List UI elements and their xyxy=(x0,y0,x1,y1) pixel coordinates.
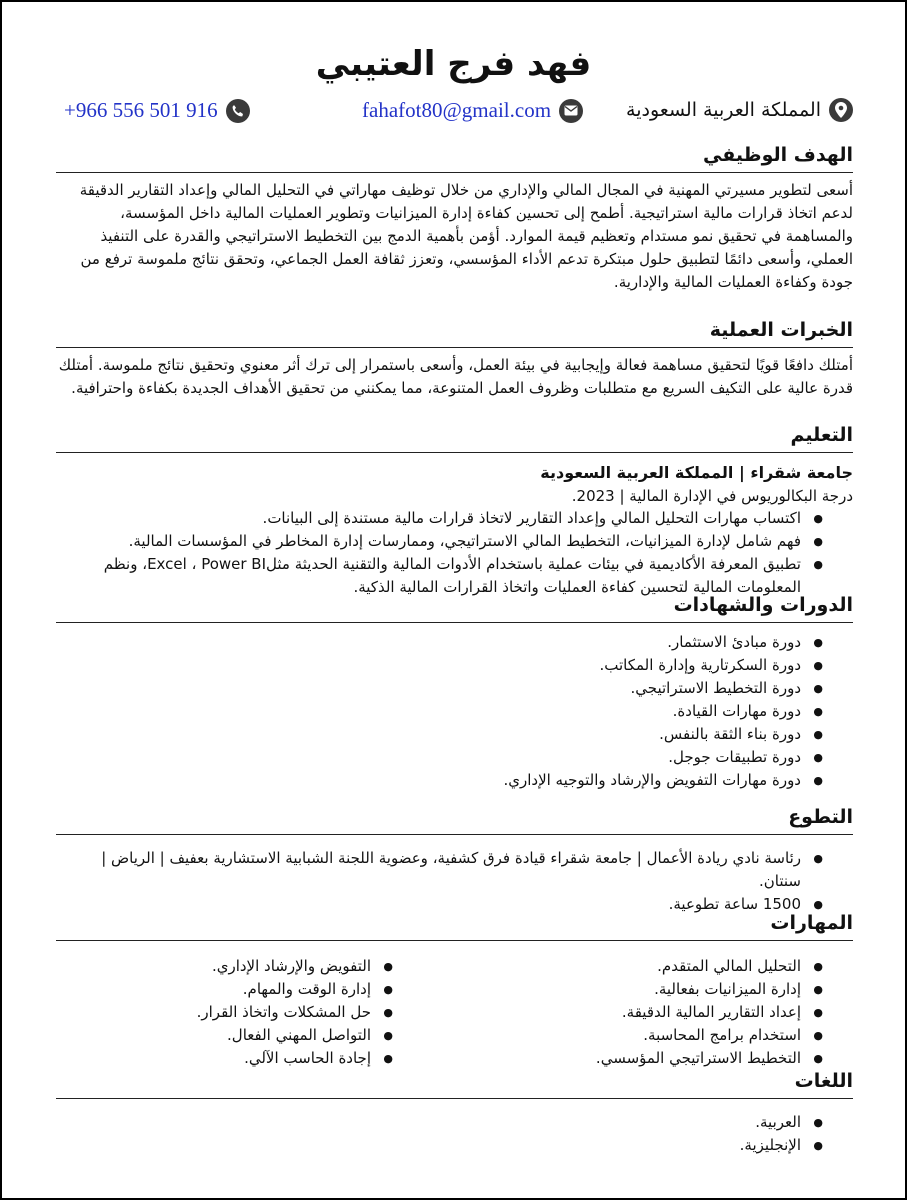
email-link[interactable]: fahafot80@gmail.com xyxy=(362,98,552,122)
list-item: ● دورة مهارات التفويض والإرشاد والتوجيه الإداري. xyxy=(56,769,853,792)
education-heading: التعليم xyxy=(56,424,853,453)
education-degree: درجة البكالوريوس في الإدارة المالية | 2023. xyxy=(571,487,853,505)
skills-columns xyxy=(56,955,853,1075)
list-item: ● الإنجليزية. xyxy=(56,1134,853,1157)
languages-section xyxy=(56,1070,853,1157)
list-item: ● 1500 ساعة تطوعية. xyxy=(56,893,853,916)
experience-section xyxy=(56,319,853,400)
languages-heading: اللغات xyxy=(56,1070,853,1099)
list-item: ● إجادة الحاسب الآلي. xyxy=(93,1047,423,1070)
list-item: ● التفويض والإرشاد الإداري. xyxy=(93,955,423,978)
skills-section xyxy=(56,912,853,1075)
contact-phone[interactable] xyxy=(64,98,250,123)
education-section xyxy=(56,424,853,599)
courses-section xyxy=(56,594,853,792)
education-list xyxy=(56,507,853,599)
experience-text: أمتلك دافعًا قويًا لتحقيق مساهمة فعالة وإيجابية في بيئة العمل، وأسعى باستمرار إلى ترك أثر معنوي وتحقيق نتائج ملموسة. أمتلك قدرة عالية على التكيف السريع مع متطلبات وظروف العمل المتنوعة، مما يمكنني من تحقيق الأهداف الجديدة بكفاءة واحترافية. xyxy=(58,356,853,397)
list-item: ● دورة تطبيقات جوجل. xyxy=(56,746,853,769)
volunteering-heading: التطوع xyxy=(56,806,853,835)
courses-list xyxy=(56,631,853,792)
list-item: ● تطبيق المعرفة الأكاديمية في بيئات عملية باستخدام الأدوات المالية والتقنية الحديثة مثلExcel ، Power BI، ونظم المعلومات المالية لتحسين كفاءة العمليات واتخاذ القرارات المالية الذكية. xyxy=(56,553,853,599)
list-item: ● إدارة الميزانيات بفعالية. xyxy=(523,978,853,1001)
skills-heading: المهارات xyxy=(56,912,853,941)
phone-link[interactable]: +966 556 501 916 xyxy=(64,98,218,122)
experience-heading: الخبرات العملية xyxy=(56,319,853,348)
location-text: المملكة العربية السعودية xyxy=(626,99,821,121)
list-item: ● دورة مهارات القيادة. xyxy=(56,700,853,723)
contact-email[interactable] xyxy=(362,98,583,123)
list-item: ● التواصل المهني الفعال. xyxy=(93,1024,423,1047)
volunteering-section xyxy=(56,806,853,916)
list-item: ● التحليل المالي المتقدم. xyxy=(523,955,853,978)
languages-list xyxy=(56,1111,853,1157)
objective-section xyxy=(56,144,853,294)
courses-heading: الدورات والشهادات xyxy=(56,594,853,623)
list-item: ● العربية. xyxy=(56,1111,853,1134)
education-institution: جامعة شقراء | المملكة العربية السعودية xyxy=(540,463,853,482)
person-name: فهد فرج العتيبي xyxy=(315,44,592,84)
phone-icon xyxy=(226,99,250,123)
contact-row xyxy=(2,98,905,130)
list-item: ● دورة بناء الثقة بالنفس. xyxy=(56,723,853,746)
list-item: ● حل المشكلات واتخاذ القرار. xyxy=(93,1001,423,1024)
skills-list-right xyxy=(523,955,853,1070)
list-item: ● إدارة الوقت والمهام. xyxy=(93,978,423,1001)
map-pin-icon xyxy=(829,98,853,122)
list-item: ● اكتساب مهارات التحليل المالي وإعداد التقارير لاتخاذ قرارات مالية مستندة إلى البيانات. xyxy=(56,507,853,530)
list-item: ● رئاسة نادي ريادة الأعمال | جامعة شقراء قيادة فرق كشفية، وعضوية اللجنة الشبابية الاستشارية بعفيف | الرياض | سنتان. xyxy=(56,847,853,893)
envelope-icon xyxy=(559,99,583,123)
objective-heading: الهدف الوظيفي xyxy=(56,144,853,173)
objective-text: أسعى لتطوير مسيرتي المهنية في المجال المالي والإداري من خلال توظيف مهاراتي في التحليل المالي وإعداد التقارير الدقيقة لدعم اتخاذ قرارات مالية استراتيجية. أطمح إلى تحسين كفاءة إدارة الميزانيات وتطوير العمليات المالية داخل المؤسسة، والمساهمة في تحقيق نمو مستدام وتعظيم قيمة الموارد. أؤمن بأهمية الدمج بين التخطيط الاستراتيجي والقدرة على التنفيذ العملي، وأسعى دائمًا لتطبيق حلول مبتكرة تدعم الأداء المؤسسي، وتعزز ثقافة العمل الجماعي، وتحقق نتائج ملموسة ترفع من جودة وكفاءة العمليات المالية والإدارية. xyxy=(79,181,853,291)
list-item: ● دورة مبادئ الاستثمار. xyxy=(56,631,853,654)
list-item: ● التخطيط الاستراتيجي المؤسسي. xyxy=(523,1047,853,1070)
list-item: ● فهم شامل لإدارة الميزانيات، التخطيط المالي الاستراتيجي، وممارسات إدارة المخاطر في المؤسسات المالية. xyxy=(56,530,853,553)
list-item: ● دورة التخطيط الاستراتيجي. xyxy=(56,677,853,700)
contact-location xyxy=(626,98,853,122)
skills-list-left xyxy=(93,955,423,1070)
volunteering-list xyxy=(56,847,853,916)
list-item: ● دورة السكرتارية وإدارة المكاتب. xyxy=(56,654,853,677)
list-item: ● إعداد التقارير المالية الدقيقة. xyxy=(523,1001,853,1024)
list-item: ● استخدام برامج المحاسبة. xyxy=(523,1024,853,1047)
